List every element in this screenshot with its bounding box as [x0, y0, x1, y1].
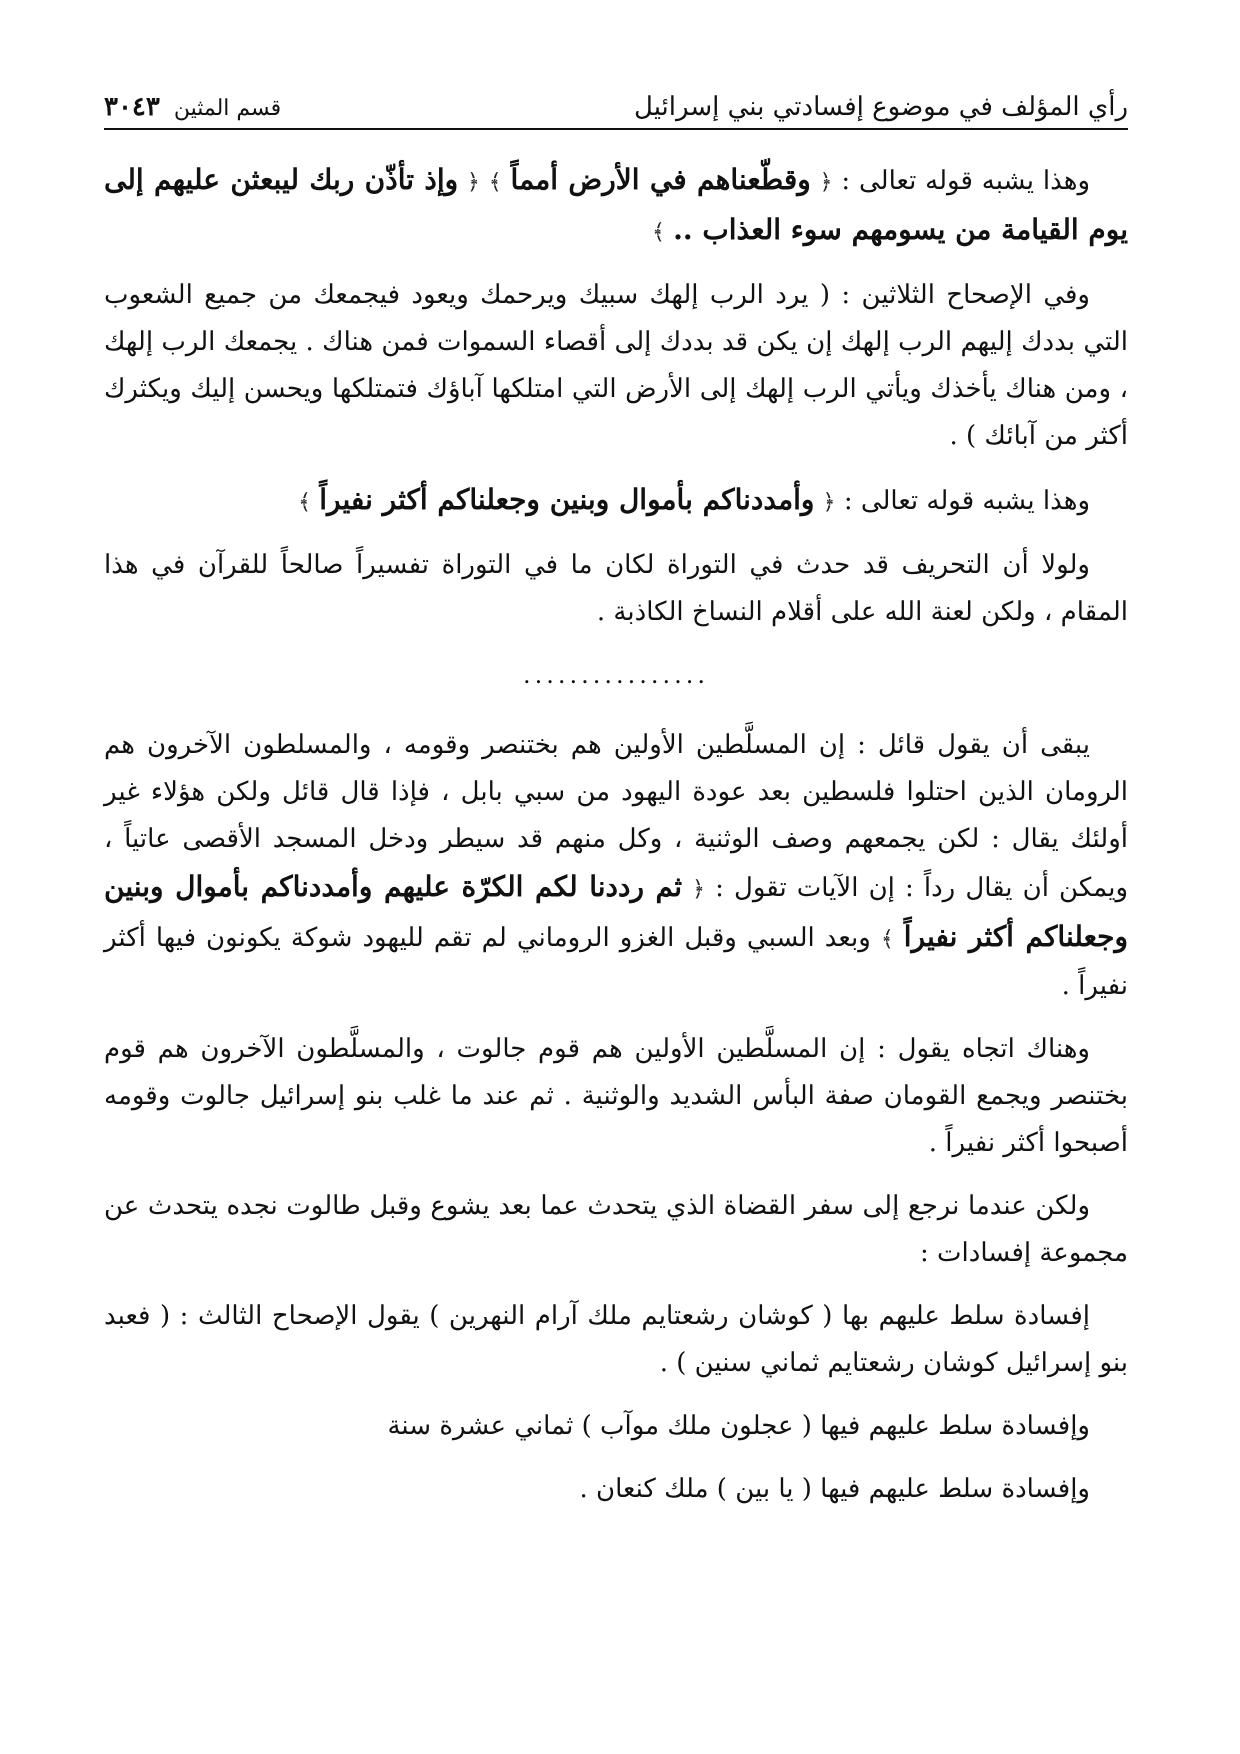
quran-open-ornament: ﴿	[692, 877, 705, 902]
quran-quote-2: وإذ تأذّن ربك ليبعثن عليهم إلى يوم القيامة من يسومهم سوء العذاب ..	[104, 163, 1128, 246]
paragraph-7: ولكن عندما نرجع إلى سفر القضاة الذي يتحدث عما بعد يشوع وقبل طالوت نجده يتحدث عن مجموعة إفسادات :	[104, 1191, 1128, 1268]
page-info	[104, 92, 281, 122]
quran-close-ornament: ﴾	[880, 927, 894, 952]
quran-close-ornament: ﴾	[651, 220, 665, 245]
quran-open-ornament: ﴿	[467, 170, 480, 195]
paragraph-1	[104, 156, 1128, 256]
paragraph-5-text-a: يبقى أن يقول قائل : إن المسلَّطين الأولين هم بختنصر وقومه ، والمسلطون الآخرون هم الرومان الذين احتلوا فلسطين بعد عودة اليهود من سبي بابل ، فإذا قال قائل ولكن هؤلاء غير أولئك يقال : لكن يجمعهم وصف الوثنية ، وكل منهم قد سيطر ودخل المسجد الأقصى عاتياً ، ويمكن أن يقال رداً : إن الآيات تقول :	[104, 730, 1129, 903]
quran-close-ornament: ﴾	[298, 490, 311, 515]
paragraph-8: إفسادة سلط عليهم بها ( كوشان رشعتايم ملك آرام النهرين ) يقول الإصحاح الثالث : ( فعبد بنو إسرائيل كوشان رشعتايم ثماني سنين ) .	[104, 1301, 1128, 1378]
paragraph-3-intro: وهذا يشبه قوله تعالى :	[843, 486, 1090, 516]
quran-quote-1: وقطّعناهم في الأرض أمماً	[510, 163, 811, 196]
quran-open-ornament: ﴿	[819, 170, 833, 195]
quran-quote-4: ثم رددنا لكم الكرّة عليهم وأمددناكم بأموال وبنين وجعلناكم أكثر نفيراً	[104, 870, 1129, 953]
running-title: رأي المؤلف في موضوع إفسادتي بني إسرائيل	[634, 92, 1128, 122]
quran-quote-3: وأمددناكم بأموال وبنين وجعلناكم أكثر نفيراً	[319, 483, 815, 516]
paragraph-3	[104, 476, 1128, 526]
paragraph-2: وفي الإصحاح الثلاثين : ( يرد الرب إلهك سبيك ويرحمك ويعود فيجمعك من جميع الشعوب التي بددك إليهم الرب إلهك إن يكن قد بددك إلى أقصاء السموات فمن هناك . يجمعك الرب إلهك ، ومن هناك يأخذك ويأتي الرب إلهك إلى الأرض التي امتلكها آباؤك فتمتلكها ويحسن إليك ويكثرك أكثر من آبائك ) .	[104, 280, 1128, 451]
page-header	[104, 92, 1128, 130]
quran-open-ornament: ﴿	[822, 490, 836, 515]
paragraph-4: ولولا أن التحريف قد حدث في التوراة لكان ما في التوراة تفسيراً صالحاً للقرآن في هذا المقام ، ولكن لعنة الله على أقلام النساخ الكاذبة .	[104, 550, 1128, 627]
paragraph-5	[104, 722, 1128, 1010]
section-separator: ................	[522, 661, 710, 689]
section-name: قسم المثين	[173, 96, 282, 121]
paragraph-5-text-b: وبعد السبي وقبل الغزو الروماني لم تقم لليهود شوكة يكونون فيها أكثر نفيراً .	[104, 923, 1128, 1001]
quran-close-ornament: ﴾	[488, 170, 502, 195]
paragraph-9: وإفسادة سلط عليهم فيها ( عجلون ملك موآب ) ثماني عشرة سنة	[387, 1411, 1090, 1441]
paragraph-1-intro: وهذا يشبه قوله تعالى :	[841, 166, 1090, 196]
paragraph-6: وهناك اتجاه يقول : إن المسلَّطين الأولين هم قوم جالوت ، والمسلَّطون الآخرون هم قوم بختنصر ويجمع القومان صفة البأس الشديد والوثنية . ثم عند ما غلب بنو إسرائيل جالوت وقومه أصبحوا أكثر نفيراً .	[104, 1034, 1128, 1158]
paragraph-10: وإفسادة سلط عليهم فيها ( يا بين ) ملك كنعان .	[579, 1474, 1090, 1504]
page-number: ٣٠٤٣	[104, 92, 160, 122]
